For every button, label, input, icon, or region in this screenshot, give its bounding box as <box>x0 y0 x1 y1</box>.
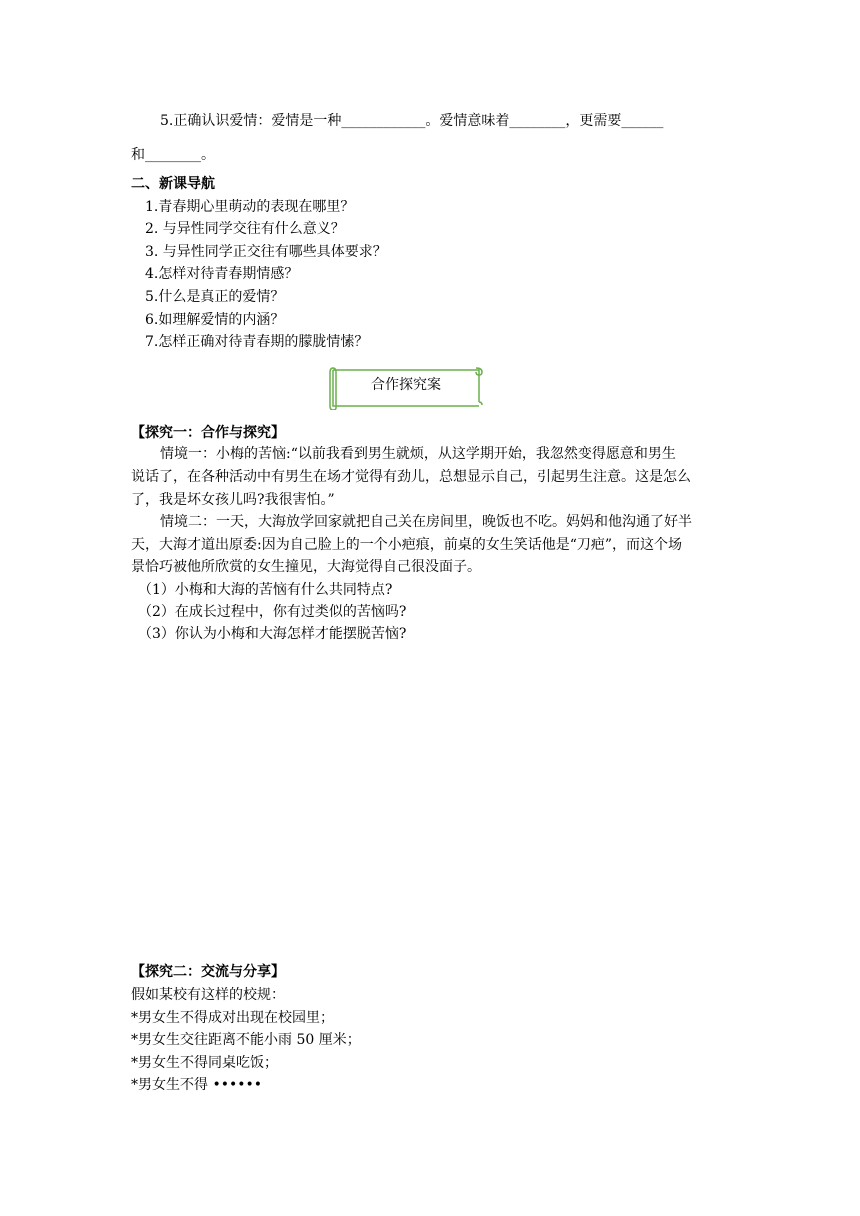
section-heading-explore-2: 【探究二：交流与分享】 <box>131 964 285 980</box>
discussion-question: （3）你认为小梅和大海怎样才能摆脱苦恼? <box>138 626 407 642</box>
school-rule-item: *男女生交往距离不能小雨 50 厘米； <box>131 1032 361 1048</box>
section-heading-explore-1: 【探究一：合作与探究】 <box>131 425 285 441</box>
fill-blank-line-1: 5.正确认识爱情：爱情是一种____________。爱情意味着________，更需要______ <box>160 113 664 129</box>
school-rule-item: *男女生不得 •••••• <box>131 1077 262 1093</box>
fill-blank-line-2: 和________。 <box>131 147 215 163</box>
school-rule-item: *男女生不得同桌吃饭； <box>131 1055 278 1071</box>
cooperative-inquiry-banner <box>327 366 485 408</box>
section-heading-new-lesson: 二、新课导航 <box>131 176 215 192</box>
question-list-item: 1.青春期心里萌动的表现在哪里？ <box>145 199 355 215</box>
school-rules-intro: 假如某校有这样的校规： <box>131 987 285 1003</box>
banner-label: 合作探究案 <box>371 377 441 393</box>
school-rule-item: *男女生不得成对出现在校园里； <box>131 1010 334 1026</box>
question-list-item: 3. 与异性同学正交往有哪些具体要求？ <box>145 244 387 260</box>
question-list-item: 7.怎样正确对待青春期的朦胧情愫？ <box>145 334 369 350</box>
discussion-question: （2）在成长过程中，你有过类似的苦恼吗? <box>138 604 407 620</box>
scenario-1-line: 了，我是坏女孩儿吗?我很害怕。” <box>131 492 335 508</box>
scenario-1-line: 说话了，在各种活动中有男生在场才觉得有劲儿，总想显示自己，引起男生注意。这是怎么 <box>131 469 691 485</box>
discussion-question: （1）小梅和大海的苦恼有什么共同特点? <box>138 582 393 598</box>
question-list-item: 5.什么是真正的爱情？ <box>145 289 285 305</box>
question-list-item: 6.如理解爱情的内涵？ <box>145 312 285 328</box>
question-list-item: 2. 与异性同学交往有什么意义？ <box>145 221 345 237</box>
scenario-2-line: 情境二：一天，大海放学回家就把自己关在房间里，晚饭也不吃。妈妈和他沟通了好半 <box>160 514 692 530</box>
scenario-1-line: 情境一：小梅的苦恼:“以前我看到男生就烦，从这学期开始，我忽然变得愿意和男生 <box>160 446 676 462</box>
scenario-2-line: 天，大海才道出原委:因为自己脸上的一个小疤痕，前桌的女生笑话他是“刀疤”，而这个场 <box>131 537 683 553</box>
scenario-2-line: 景恰巧被他所欣赏的女生撞见，大海觉得自己很没面子。 <box>131 559 481 575</box>
question-list-item: 4.怎样对待青春期情感？ <box>145 266 299 282</box>
